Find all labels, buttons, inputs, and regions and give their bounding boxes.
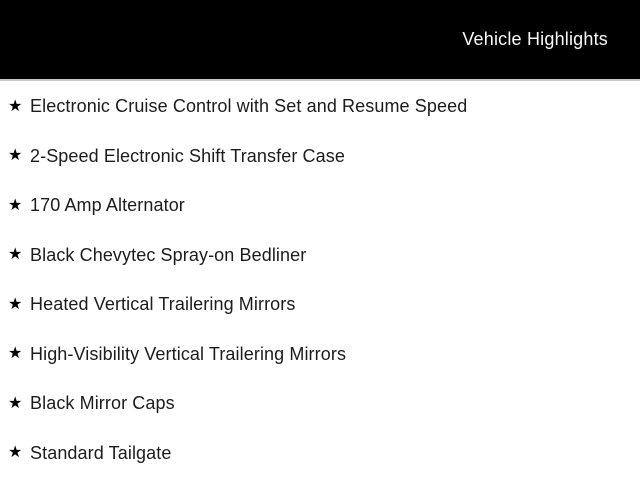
star-bullet-icon: ★ [8,145,23,165]
page-title: Vehicle Highlights [462,29,608,49]
list-item [0,231,640,281]
list-item [0,429,640,479]
highlight-label: Black Mirror Caps [30,393,175,414]
highlight-label: 170 Amp Alternator [30,195,185,216]
star-bullet-icon: ★ [8,194,23,214]
list-item [0,82,640,132]
highlight-label: Heated Vertical Trailering Mirrors [30,294,296,315]
header-bar [0,0,640,81]
highlight-label: Black Chevytec Spray-on Bedliner [30,244,307,265]
star-bullet-icon: ★ [8,343,23,363]
highlight-label: 2-Speed Electronic Shift Transfer Case [30,145,345,166]
star-bullet-icon: ★ [8,442,23,462]
list-item [0,379,640,429]
star-bullet-icon: ★ [8,392,23,412]
list-item [0,280,640,330]
list-item [0,330,640,380]
vehicle-highlights-list [0,81,640,478]
highlight-label: High-Visibility Vertical Trailering Mirrors [30,343,347,364]
highlight-label: Standard Tailgate [30,442,172,463]
star-bullet-icon: ★ [8,95,23,115]
list-item [0,132,640,182]
star-bullet-icon: ★ [8,244,23,264]
star-bullet-icon: ★ [8,293,23,313]
highlight-label: Electronic Cruise Control with Set and Resume Speed [30,96,468,117]
list-item [0,181,640,231]
